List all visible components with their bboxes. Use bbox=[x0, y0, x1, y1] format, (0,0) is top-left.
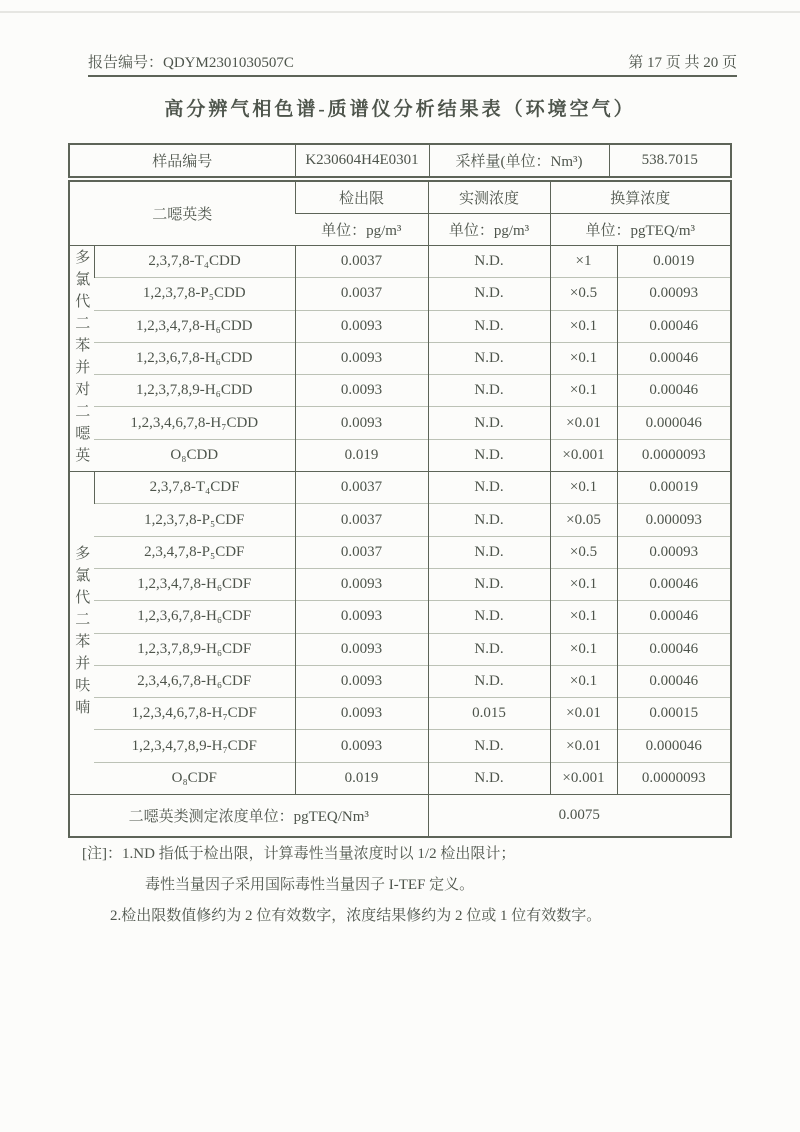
converted-value-cell: 0.00093 bbox=[617, 536, 731, 568]
detection-limit-cell: 0.0093 bbox=[295, 633, 428, 665]
converted-value-cell: 0.00046 bbox=[617, 375, 731, 407]
table-row bbox=[69, 472, 731, 504]
table-row bbox=[69, 407, 731, 439]
table-row bbox=[69, 278, 731, 310]
note-line-1 bbox=[82, 845, 742, 863]
group-label-cell: 多氯代二苯并呋喃 bbox=[69, 472, 94, 795]
sample-id-label-cell: 样品编号 bbox=[152, 154, 213, 170]
note-prefix: [注]： bbox=[82, 846, 122, 862]
results-table-foot bbox=[69, 795, 731, 838]
congener-name-cell: 1,2,3,6,7,8-H₆CDF bbox=[94, 601, 295, 633]
converted-value-cell: 0.0000093 bbox=[617, 439, 731, 471]
report-number bbox=[88, 51, 294, 72]
measured-value-cell: N.D. bbox=[428, 278, 550, 310]
measured-value-cell: N.D. bbox=[428, 375, 550, 407]
total-label-cell: 二噁英类测定浓度单位：pgTEQ/Nm³ bbox=[69, 795, 428, 838]
measured-value-cell: N.D. bbox=[428, 504, 550, 536]
detection-limit-cell: 0.0037 bbox=[295, 504, 428, 536]
measured-value-cell: 0.015 bbox=[428, 698, 550, 730]
table-row bbox=[69, 762, 731, 794]
report-number-label: 报告编号： bbox=[88, 55, 164, 71]
congener-name-cell: 2,3,4,7,8-P₅CDF bbox=[94, 536, 295, 568]
detection-limit-cell: 0.0093 bbox=[295, 698, 428, 730]
measured-value-cell: N.D. bbox=[428, 762, 550, 794]
report-number-value: QDYM2301030507C bbox=[163, 55, 294, 71]
detection-limit-cell: 0.0093 bbox=[295, 601, 428, 633]
sample-info-table bbox=[68, 143, 732, 178]
measured-value-cell: N.D. bbox=[428, 472, 550, 504]
sample-volume-label-cell: 采样量(单位：Nm³) bbox=[429, 144, 609, 177]
column-header-row bbox=[69, 181, 731, 214]
congener-name-cell: 1,2,3,4,6,7,8-H₇CDD bbox=[94, 407, 295, 439]
converted-value-cell: 0.00046 bbox=[617, 568, 731, 600]
measured-value-cell: N.D. bbox=[428, 342, 550, 374]
tef-multiplier-cell: ×0.1 bbox=[550, 472, 617, 504]
congener-name-cell: 1,2,3,7,8-P₅CDF bbox=[94, 504, 295, 536]
detection-limit-cell: 0.0093 bbox=[295, 730, 428, 762]
tef-multiplier-cell: ×0.01 bbox=[550, 698, 617, 730]
converted-value-cell: 0.00093 bbox=[617, 278, 731, 310]
measured-value-cell: N.D. bbox=[428, 246, 550, 278]
results-table bbox=[68, 180, 732, 838]
measured-value-cell: N.D. bbox=[428, 633, 550, 665]
measured-value-cell: N.D. bbox=[428, 439, 550, 471]
table-row bbox=[69, 342, 731, 374]
sample-id-value-cell: K230604H4E0301 bbox=[295, 144, 429, 177]
detection-limit-cell: 0.0093 bbox=[295, 310, 428, 342]
measured-value-cell: N.D. bbox=[428, 568, 550, 600]
note-line-2: 毒性当量因子采用国际毒性当量因子 I-TEF 定义。 bbox=[145, 877, 475, 893]
congener-name-cell: 2,3,7,8-T₄CDD bbox=[94, 246, 295, 278]
congener-name-cell: O₈CDF bbox=[94, 762, 295, 794]
converted-value-cell: 0.0000093 bbox=[617, 762, 731, 794]
congener-name-cell: 2,3,7,8-T₄CDF bbox=[94, 472, 295, 504]
measured-value-cell: N.D. bbox=[428, 601, 550, 633]
total-row bbox=[69, 795, 731, 838]
detection-limit-cell: 0.0037 bbox=[295, 472, 428, 504]
table-row bbox=[69, 375, 731, 407]
tef-multiplier-cell: ×1 bbox=[550, 246, 617, 278]
detection-limit-cell: 0.0093 bbox=[295, 568, 428, 600]
total-value-cell: 0.0075 bbox=[428, 795, 731, 838]
tef-multiplier-cell: ×0.1 bbox=[550, 568, 617, 600]
measured-value-cell: N.D. bbox=[428, 310, 550, 342]
tef-multiplier-cell: ×0.1 bbox=[550, 342, 617, 374]
congener-name-cell: 1,2,3,4,7,8-H₆CDF bbox=[94, 568, 295, 600]
table-row bbox=[69, 246, 731, 278]
page-indicator: 第 17 页 共 20 页 bbox=[628, 55, 737, 71]
detection-limit-cell: 0.0093 bbox=[295, 342, 428, 374]
tef-multiplier-cell: ×0.5 bbox=[550, 278, 617, 310]
detection-limit-cell: 0.0037 bbox=[295, 246, 428, 278]
detection-limit-cell: 0.0037 bbox=[295, 536, 428, 568]
notes-section bbox=[82, 845, 742, 938]
congener-name-cell: O₈CDD bbox=[94, 439, 295, 471]
table-row bbox=[69, 504, 731, 536]
table-row bbox=[69, 601, 731, 633]
converted-unit-cell: 单位：pgTEQ/m³ bbox=[550, 214, 731, 246]
tef-multiplier-cell: ×0.01 bbox=[550, 730, 617, 762]
tef-multiplier-cell: ×0.001 bbox=[550, 439, 617, 471]
dioxin-class-header-cell: 二噁英类 bbox=[152, 207, 213, 223]
converted-value-cell: 0.0019 bbox=[617, 246, 731, 278]
congener-name-cell: 2,3,4,6,7,8-H₆CDF bbox=[94, 665, 295, 697]
tef-multiplier-cell: ×0.5 bbox=[550, 536, 617, 568]
results-table-head bbox=[69, 181, 731, 246]
measured-header-cell: 实测浓度 bbox=[428, 181, 550, 214]
detection-limit-cell: 0.019 bbox=[295, 439, 428, 471]
group-label-cell: 多氯代二苯并对二噁英 bbox=[69, 246, 94, 472]
table-row bbox=[69, 665, 731, 697]
converted-value-cell: 0.000046 bbox=[617, 730, 731, 762]
converted-value-cell: 0.00019 bbox=[617, 472, 731, 504]
detection-limit-unit-cell: 单位：pg/m³ bbox=[295, 214, 428, 246]
detection-limit-cell: 0.0093 bbox=[295, 407, 428, 439]
converted-value-cell: 0.00015 bbox=[617, 698, 731, 730]
detection-limit-cell: 0.0093 bbox=[295, 665, 428, 697]
congener-name-cell: 1,2,3,4,6,7,8-H₇CDF bbox=[94, 698, 295, 730]
measured-value-cell: N.D. bbox=[428, 665, 550, 697]
congener-name-cell: 1,2,3,4,7,8,9-H₇CDF bbox=[94, 730, 295, 762]
congener-name-cell: 1,2,3,4,7,8-H₆CDD bbox=[94, 310, 295, 342]
congener-name-cell: 1,2,3,7,8,9-H₆CDD bbox=[94, 375, 295, 407]
detection-limit-cell: 0.0037 bbox=[295, 278, 428, 310]
page-header bbox=[88, 51, 737, 72]
table-row bbox=[69, 698, 731, 730]
tef-multiplier-cell: ×0.1 bbox=[550, 601, 617, 633]
tef-multiplier-cell: ×0.1 bbox=[550, 375, 617, 407]
tef-multiplier-cell: ×0.1 bbox=[550, 310, 617, 342]
table-row bbox=[69, 730, 731, 762]
converted-value-cell: 0.000093 bbox=[617, 504, 731, 536]
note-line-1-text: 1.ND 指低于检出限，计算毒性当量浓度时以 1/2 检出限计； bbox=[122, 846, 516, 862]
measured-unit-cell: 单位：pg/m³ bbox=[428, 214, 550, 246]
measured-value-cell: N.D. bbox=[428, 407, 550, 439]
header-rule bbox=[88, 75, 737, 77]
sample-volume-value-cell: 538.7015 bbox=[609, 144, 731, 177]
detection-limit-cell: 0.0093 bbox=[295, 375, 428, 407]
measured-value-cell: N.D. bbox=[428, 536, 550, 568]
tef-multiplier-cell: ×0.1 bbox=[550, 665, 617, 697]
detection-limit-cell: 0.019 bbox=[295, 762, 428, 794]
tef-multiplier-cell: ×0.01 bbox=[550, 407, 617, 439]
congener-name-cell: 1,2,3,6,7,8-H₆CDD bbox=[94, 342, 295, 374]
table-row bbox=[69, 536, 731, 568]
table-row bbox=[69, 310, 731, 342]
table-row bbox=[69, 439, 731, 471]
converted-value-cell: 0.00046 bbox=[617, 342, 731, 374]
table-row bbox=[69, 568, 731, 600]
converted-header-cell: 换算浓度 bbox=[550, 181, 731, 214]
document-title: 高分辨气相色谱-质谱仪分析结果表（环境空气） bbox=[164, 99, 636, 120]
converted-value-cell: 0.00046 bbox=[617, 633, 731, 665]
table-row bbox=[69, 633, 731, 665]
measured-value-cell: N.D. bbox=[428, 730, 550, 762]
congener-name-cell: 1,2,3,7,8-P₅CDD bbox=[94, 278, 295, 310]
note-line-3: 2.检出限数值修约为 2 位有效数字，浓度结果修约为 2 位或 1 位有效数字。 bbox=[110, 908, 602, 924]
converted-value-cell: 0.000046 bbox=[617, 407, 731, 439]
converted-value-cell: 0.00046 bbox=[617, 310, 731, 342]
detection-limit-header-cell: 检出限 bbox=[295, 181, 428, 214]
sample-info-row bbox=[69, 144, 731, 177]
tef-multiplier-cell: ×0.001 bbox=[550, 762, 617, 794]
results-table-body bbox=[69, 246, 731, 795]
converted-value-cell: 0.00046 bbox=[617, 601, 731, 633]
scan-edge-artifact bbox=[0, 11, 800, 13]
congener-name-cell: 1,2,3,7,8,9-H₆CDF bbox=[94, 633, 295, 665]
converted-value-cell: 0.00046 bbox=[617, 665, 731, 697]
tef-multiplier-cell: ×0.05 bbox=[550, 504, 617, 536]
tef-multiplier-cell: ×0.1 bbox=[550, 633, 617, 665]
